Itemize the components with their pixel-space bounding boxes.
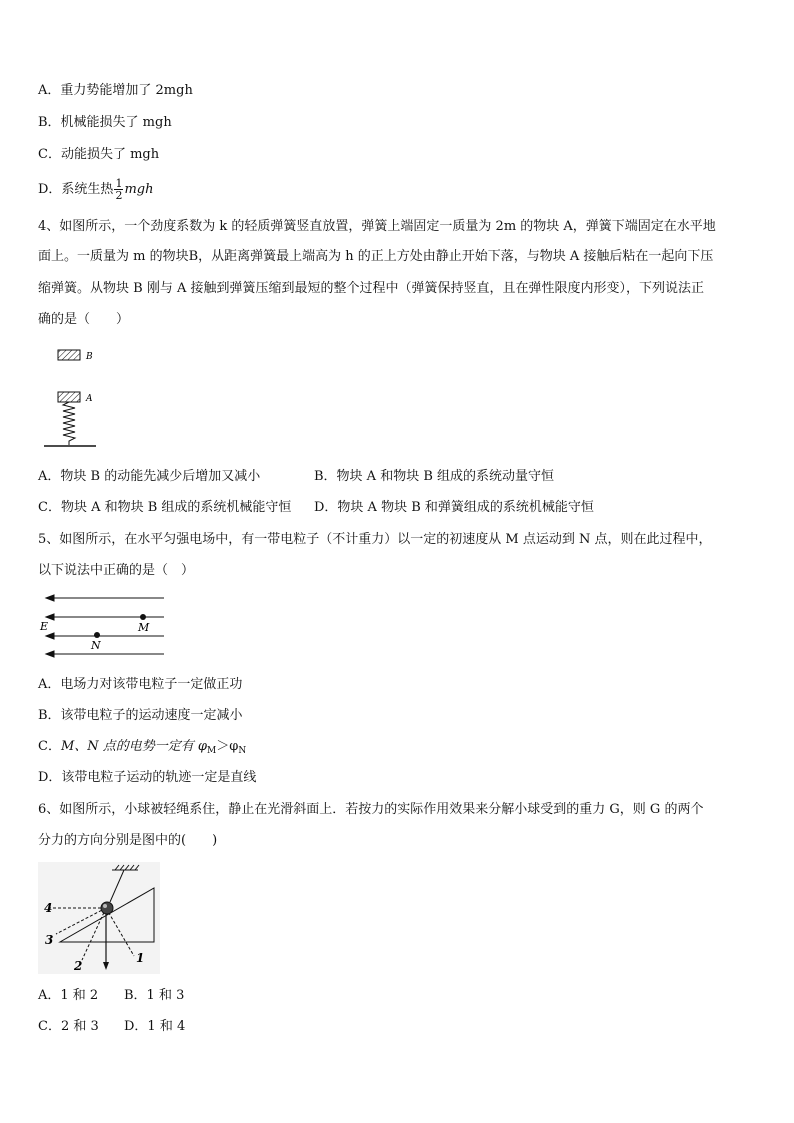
q4-option-b: B．物块 A 和物块 B 组成的系统动量守恒 [314, 469, 555, 484]
q3-option-d-fraction [114, 178, 123, 201]
fraction-numerator: 1 [115, 177, 123, 190]
point-m [140, 614, 146, 620]
q4-option-d: D．物块 A 物块 B 和弹簧组成的系统机械能守恒 [314, 500, 594, 515]
q3-option-a: A．重力势能增加了 2mgh [38, 83, 193, 98]
q6-stem-line2: 分力的方向分别是图中的( ) [38, 833, 218, 848]
q3-option-c: C．动能损失了 mgh [38, 147, 160, 162]
q5-option-c [38, 738, 246, 760]
label-3: 3 [45, 933, 54, 947]
q4-spring-figure [40, 342, 110, 452]
q3-option-d-suffix: mgh [124, 182, 154, 197]
fraction-denominator: 2 [115, 189, 123, 202]
q5-stem-line2: 以下说法中正确的是（ ） [38, 563, 195, 578]
label-a: A [86, 394, 93, 404]
q6-stem-line1: 6、如图所示，小球被轻绳系住，静止在光滑斜面上．若按力的实际作用效果来分解小球受到的重力 G，则 G 的两个 [38, 802, 704, 817]
q5-option-c-text: M、N 点的电势一定有 φ [60, 739, 208, 754]
label-b: B [86, 352, 93, 362]
q4-stem-line2: 面上。一质量为 m 的物块B，从距离弹簧最上端高为 h 的正上方处由静止开始下落，与物块 A 接触后粘在一起向下压 [38, 249, 714, 264]
q4-option-c: C．物块 A 和物块 B 组成的系统机械能守恒 [38, 500, 292, 515]
label-4: 4 [44, 901, 53, 915]
q6-option-d: D．1 和 4 [124, 1019, 186, 1034]
q5-option-c-sub-n: N [238, 746, 247, 756]
q4-option-a: A．物块 B 的动能先减少后增加又减小 [38, 469, 261, 484]
q5-field-figure [38, 590, 168, 658]
label-m: M [138, 621, 150, 634]
spring [63, 402, 75, 445]
label-2: 2 [74, 959, 83, 973]
q6-option-a: A．1 和 2 [38, 988, 99, 1003]
q3-option-d [38, 178, 153, 201]
q5-option-c-gt: ＞φ [216, 739, 239, 754]
ball [101, 902, 113, 914]
q3-option-b: B．机械能损失了 mgh [38, 115, 172, 130]
label-e: E [40, 620, 49, 633]
q5-option-c-prefix: C． [38, 739, 61, 754]
q4-stem-line1: 4、如图所示，一个劲度系数为 k 的轻质弹簧竖直放置，弹簧上端固定一质量为 2m 的物块 A，弹簧下端固定在水平地 [38, 219, 716, 234]
q6-option-b: B．1 和 3 [124, 988, 185, 1003]
q5-stem-line1: 5、如图所示，在水平匀强电场中，有一带电粒子（不计重力）以一定的初速度从 M 点运动到 N 点，则在此过程中， [38, 532, 712, 547]
label-1: 1 [136, 951, 145, 965]
q5-option-a: A．电场力对该带电粒子一定做正功 [38, 677, 243, 692]
point-n [94, 632, 100, 638]
q4-stem-line3: 缩弹簧。从物块 B 刚与 A 接触到弹簧压缩到最短的整个过程中（弹簧保持竖直，且在弹性限度内形变），下列说法正 [38, 281, 704, 296]
q5-option-c-sub-m: M [207, 746, 217, 756]
q5-option-d: D．该带电粒子运动的轨迹一定是直线 [38, 770, 257, 785]
q3-option-d-prefix: D．系统生热 [38, 182, 114, 197]
q4-stem-line4: 确的是（ ） [38, 312, 130, 327]
q6-option-c: C．2 和 3 [38, 1019, 99, 1034]
block-b [58, 350, 80, 360]
q5-option-b: B．该带电粒子的运动速度一定减小 [38, 708, 243, 723]
label-n: N [91, 639, 101, 652]
block-a [58, 392, 80, 402]
q6-incline-figure [38, 862, 160, 974]
